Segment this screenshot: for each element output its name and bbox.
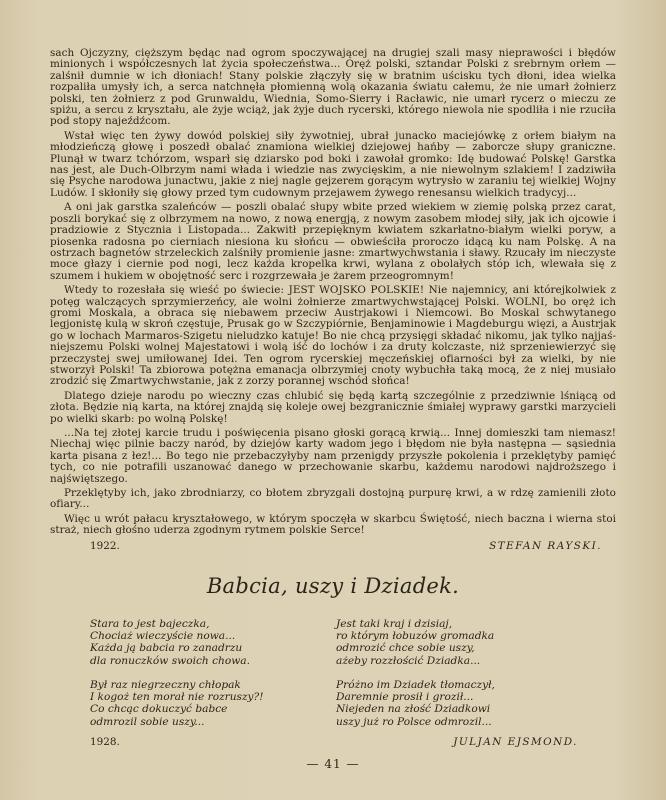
poem-line: I kogoż ten morał nie rozruszy?!	[90, 691, 264, 704]
poem-stanza	[336, 618, 576, 667]
poem-line: Daremnie prosił i groził...	[336, 691, 474, 704]
poem-line: Chociaż wieczyście nowa...	[90, 629, 236, 642]
poem-line: dla ronuczków swoich chowa.	[90, 654, 250, 667]
article-author: STEFAN RAYSKI.	[489, 539, 602, 552]
poem-title: Babcia, uszy i Dziadek.	[206, 573, 460, 598]
article-paragraph: Więc u wrót pałacu kryształowego, w którym spoczęła w skarbcu Świętość, niech baczna i wierna stoi straż, niech głośno uderza zgodnym rytmem polskie Serce!	[50, 512, 616, 537]
article-paragraph: Przeklętyby ich, jako zbrodniarzy, co błotem zbryzgali dostojną purpurę krwi, a w rdzę zamienili złoto ofiary...	[50, 487, 616, 511]
poem-line: odmrozil sobie uszy...	[90, 715, 205, 728]
poem-line: uszy już ro Polsce odmrozil...	[336, 715, 492, 728]
poem-line: Niejeden na złość Dziadkowi	[336, 703, 491, 716]
poem-right-column	[336, 618, 576, 740]
poem-stanza	[336, 679, 576, 728]
article-body	[50, 48, 616, 537]
poem-line: Był raz niegrzeczny chłopak	[90, 678, 241, 691]
poem-stanza	[90, 679, 330, 728]
poem-year: 1928.	[90, 736, 120, 749]
poem-line: ro którym łobuzów gromadka	[336, 629, 495, 642]
article-paragraph: Dlatego dzieje narodu po wieczny czas chlubić się będą kartą szczególnie z przedziwnie lśniącą od złota. Będzie nią karta, na której znajdą się koleje owej bezgranicznie śmiałej wyprawy garstki marzycieli po wielki skarb: po wolną Polskę!	[50, 389, 616, 425]
poem-line: Jest taki kraj i dzisiaj,	[336, 617, 453, 630]
poem-author: JULJAN EJSMOND.	[453, 736, 578, 749]
article-paragraph: sach Ojczyzny, cięższym będąc nad ogrom spoczywającej na drugiej szali masy nieprawości i błędów minionych i współczesnych lat życia społeczeństwa... Oręż polski, sztandar Polski z srebrnym orłem — zalśnił dumnie w ich dłoniach! Stany polskie złączyły się w bratnim uścisku tych dłoni, idea wielka rozpaliła umysły ich, a serca natchnęła płomienną wolą okazania światu całemu, że nie umarł żołnierz polski, ten żołnierz z pod Grunwaldu, Wiednia, Somo-Sierry i Racławic, nie umarł rycerz o mieczu ze spiżu, a sercu z kryształu, ale żyje wciąż, jak żyje duch rycerski, którego niewola nie spodliła i nie rzuciła pod stopy najeźdźcom.	[50, 47, 616, 128]
poem-line: Co chcąc dokuczyć babce	[90, 703, 228, 716]
poem-stanza	[90, 618, 330, 667]
poem-body	[50, 618, 616, 740]
article-paragraph: Wtedy to rozesłała się wieść po świecie: JEST WOJSKO POLSKIE! Nie najemnicy, ani którejkolwiek z potęg walczących sprzymierzeńcy, ale wolni żołnierze zmartwychwstającej Polski. WOLNI, bo oręż ich gromi Moskala, a obraca się niebawem przeciw Austrjakowi i Niemcowi. Bo Moskal schwytanego legjonistę kulą w skroń częstuje, Prusak go w Szczypiórnie, Benjaminowie i Magdeburgu więzi, a Austrjak go w lochach Marmaros-Szigetu nieludzko katuje! Bo nie chcą przysięgi składać nikomu, jak tylko najjaśniejszemu Polski wolnej Majestatowi i wolą iść do lochów i za druty kolczaste, niż sprzeniewierzyć się przeczystej swej umiłowanej Idei. Ten ogrom rycerskiej męczeńskiej ofiarności był za wielki, by nie stworzył Polski! Ta zbiorowa potężna emanacja olbrzymiej cnoty wybuchła taką mocą, że z niej musiało zrodzić się Zmartwychwstanie, jak z zorzy porannej wschód słońca!	[50, 284, 616, 388]
poem-line: ażeby rozzłościć Dziadka...	[336, 654, 481, 667]
poem-line: Próżno im Dziadek tłomaczył,	[336, 678, 495, 691]
poem-line: Stara to jest bajeczka,	[90, 617, 210, 630]
article-paragraph: A oni jak garstka szaleńców — poszli obalać słupy wbite przed wiekiem w ziemię polską przez carat, poszli borykać się z olbrzymem na nowo, z nową energją, z nowym zasobem młodej siły, jak ich ojcowie i pradziowie z Stycznia i Listopada... Zakwitł przepięknym kwiatem szkarłatno-białym wielki poryw, a piosenka radosna po cierniach niesiona ku słońcu — obwieściła proroczo idącą ku nam Polskę. A na ostrzach bagnetów strzeleckich zalśniły promienie jasne: zmartwychwstania i sławy. Rzucały im nieczyste moce głazy i ciernie pod nogi, lecz każda kropelka krwi, wylana z obolałych stóp ich, wlewała się z szumem i hukiem w obojętność serc i rozgrzewała je żarem przeogromnym!	[50, 201, 616, 282]
article-paragraph: ...Na tej złotej karcie trudu i poświęcenia pisano głoski gorącą krwią... Innej domieszki tam niemasz! Niechaj więc pilnie baczy naród, by dziejów karty wadom jego i błędom nie była następna — sąsiednia karta pisana z łez!... Bo tego nie przebaczyłyby nam przenigdy przyszłe pokolenia i przeklętyby pamięć tych, co nie potrafili uszanować danego w przechowanie skarbu, każdemu narodowi najdroższego i najświętszego.	[50, 427, 616, 485]
poem-line: odmrozić chce sobie uszy,	[336, 642, 475, 655]
article-year: 1922.	[90, 539, 120, 552]
article-signature	[50, 540, 616, 552]
poem-left-column	[90, 618, 330, 740]
page-number: — 41 —	[306, 757, 360, 771]
poem-line: Każda ją babcia ro zanadrzu	[90, 642, 243, 655]
article-paragraph: Wstał więc ten żywy dowód polskiej siły żywotniej, ubrał junacko maciejówkę z orłem białym na młodzieńczą głowę i poszedł obalać znamiona wielkiej dziejowej hańby — zaborcze słupy graniczne. Plunął w twarz tchórzom, wsparł się dziarsko pod boki i zawołał gromko: Idę budować Polskę! Garstka nas jest, ale Duch-Olbrzym nami włada i wiedzie nas zwycięskim, a nie niewolnym szlakiem! I zadziwiła się Psyche narodowa junactwu, jakie z niej nagle gejzerem gorącym wytrysło w zaraniu tej wielkiej Wojny Ludów. I skłoniły się głowy przed tym cudownym przejawem żywego renesansu wielkich tradycyj...	[50, 129, 616, 199]
